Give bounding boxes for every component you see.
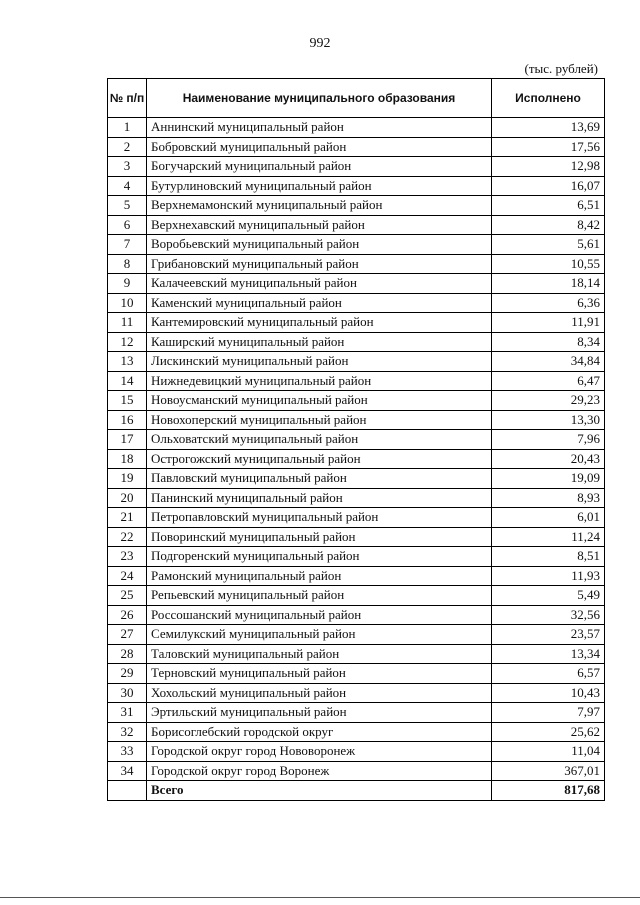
row-name: Калачеевский муниципальный район — [147, 274, 492, 294]
row-name: Кантемировский муниципальный район — [147, 313, 492, 333]
total-row — [108, 781, 605, 801]
table-row — [108, 274, 605, 294]
row-value: 11,04 — [492, 742, 605, 762]
row-value: 6,47 — [492, 371, 605, 391]
row-name: Петропавловский муниципальный район — [147, 508, 492, 528]
table-row — [108, 664, 605, 684]
row-name: Грибановский муниципальный район — [147, 254, 492, 274]
row-number: 13 — [108, 352, 147, 372]
row-name: Терновский муниципальный район — [147, 664, 492, 684]
row-number: 17 — [108, 430, 147, 450]
row-name: Эртильский муниципальный район — [147, 703, 492, 723]
row-value: 10,43 — [492, 683, 605, 703]
table-row — [108, 586, 605, 606]
row-value: 8,34 — [492, 332, 605, 352]
row-value: 7,96 — [492, 430, 605, 450]
row-number: 30 — [108, 683, 147, 703]
table-row — [108, 449, 605, 469]
row-name: Ольховатский муниципальный район — [147, 430, 492, 450]
table-header-row — [108, 79, 605, 118]
table-row — [108, 508, 605, 528]
row-name: Аннинский муниципальный район — [147, 118, 492, 138]
table-row — [108, 644, 605, 664]
row-name: Городской округ город Нововоронеж — [147, 742, 492, 762]
row-number: 2 — [108, 137, 147, 157]
row-name: Городской округ город Воронеж — [147, 761, 492, 781]
header-value: Исполнено — [492, 79, 605, 118]
row-name: Таловский муниципальный район — [147, 644, 492, 664]
row-name: Панинский муниципальный район — [147, 488, 492, 508]
row-value: 34,84 — [492, 352, 605, 372]
table-row — [108, 215, 605, 235]
row-value: 8,93 — [492, 488, 605, 508]
row-number: 7 — [108, 235, 147, 255]
row-number: 8 — [108, 254, 147, 274]
page-number: 992 — [309, 36, 331, 51]
total-value: 817,68 — [492, 781, 605, 801]
table-row — [108, 332, 605, 352]
row-number: 5 — [108, 196, 147, 216]
row-value: 25,62 — [492, 722, 605, 742]
row-number: 18 — [108, 449, 147, 469]
row-value: 5,61 — [492, 235, 605, 255]
row-name: Верхнемамонский муниципальный район — [147, 196, 492, 216]
table-row — [108, 683, 605, 703]
row-number: 1 — [108, 118, 147, 138]
row-name: Хохольский муниципальный район — [147, 683, 492, 703]
row-value: 13,69 — [492, 118, 605, 138]
total-label: Всего — [147, 781, 492, 801]
row-value: 23,57 — [492, 625, 605, 645]
table-row — [108, 313, 605, 333]
row-value: 11,24 — [492, 527, 605, 547]
row-value: 18,14 — [492, 274, 605, 294]
table-row — [108, 176, 605, 196]
table-row — [108, 430, 605, 450]
row-number: 34 — [108, 761, 147, 781]
row-name: Каменский муниципальный район — [147, 293, 492, 313]
row-number: 3 — [108, 157, 147, 177]
row-number: 9 — [108, 274, 147, 294]
table-row — [108, 566, 605, 586]
table-body — [108, 118, 605, 781]
row-value: 13,34 — [492, 644, 605, 664]
row-name: Бутурлиновский муниципальный район — [147, 176, 492, 196]
row-value: 20,43 — [492, 449, 605, 469]
row-name: Подгоренский муниципальный район — [147, 547, 492, 567]
row-value: 6,57 — [492, 664, 605, 684]
table-row — [108, 722, 605, 742]
row-number: 23 — [108, 547, 147, 567]
row-name: Поворинский муниципальный район — [147, 527, 492, 547]
row-name: Новохоперский муниципальный район — [147, 410, 492, 430]
table-row — [108, 742, 605, 762]
row-value: 10,55 — [492, 254, 605, 274]
row-number: 20 — [108, 488, 147, 508]
row-number: 21 — [108, 508, 147, 528]
row-value: 6,51 — [492, 196, 605, 216]
row-value: 19,09 — [492, 469, 605, 489]
row-number: 29 — [108, 664, 147, 684]
row-number: 4 — [108, 176, 147, 196]
row-number: 6 — [108, 215, 147, 235]
row-number: 12 — [108, 332, 147, 352]
row-number: 19 — [108, 469, 147, 489]
table-row — [108, 605, 605, 625]
row-name: Новоусманский муниципальный район — [147, 391, 492, 411]
row-number: 26 — [108, 605, 147, 625]
table-row — [108, 391, 605, 411]
row-value: 6,01 — [492, 508, 605, 528]
table-row — [108, 703, 605, 723]
row-number: 11 — [108, 313, 147, 333]
row-name: Лискинский муниципальный район — [147, 352, 492, 372]
row-value: 13,30 — [492, 410, 605, 430]
table-row — [108, 196, 605, 216]
row-number: 25 — [108, 586, 147, 606]
row-number: 22 — [108, 527, 147, 547]
table-row — [108, 410, 605, 430]
row-value: 7,97 — [492, 703, 605, 723]
row-name: Богучарский муниципальный район — [147, 157, 492, 177]
row-value: 8,42 — [492, 215, 605, 235]
table-row — [108, 527, 605, 547]
row-value: 12,98 — [492, 157, 605, 177]
row-value: 8,51 — [492, 547, 605, 567]
header-name: Наименование муниципального образования — [147, 79, 492, 118]
table-row — [108, 488, 605, 508]
row-number: 31 — [108, 703, 147, 723]
row-name: Острогожский муниципальный район — [147, 449, 492, 469]
row-number: 28 — [108, 644, 147, 664]
table-row — [108, 157, 605, 177]
page-bottom-rule — [0, 897, 640, 898]
row-name: Россошанский муниципальный район — [147, 605, 492, 625]
row-name: Репьевский муниципальный район — [147, 586, 492, 606]
table-row — [108, 235, 605, 255]
table-row — [108, 254, 605, 274]
table-row — [108, 293, 605, 313]
row-value: 6,36 — [492, 293, 605, 313]
row-name: Рамонский муниципальный район — [147, 566, 492, 586]
budget-table — [107, 78, 605, 801]
table-row — [108, 547, 605, 567]
row-number: 14 — [108, 371, 147, 391]
row-name: Борисоглебский городской округ — [147, 722, 492, 742]
header-number: № п/п — [108, 79, 147, 118]
table-row — [108, 371, 605, 391]
row-number: 15 — [108, 391, 147, 411]
table-row — [108, 137, 605, 157]
row-name: Павловский муниципальный район — [147, 469, 492, 489]
table-row — [108, 352, 605, 372]
row-number: 27 — [108, 625, 147, 645]
table-row — [108, 625, 605, 645]
row-name: Бобровский муниципальный район — [147, 137, 492, 157]
row-value: 29,23 — [492, 391, 605, 411]
row-number: 16 — [108, 410, 147, 430]
row-value: 32,56 — [492, 605, 605, 625]
row-value: 16,07 — [492, 176, 605, 196]
row-number: 24 — [108, 566, 147, 586]
table-row — [108, 469, 605, 489]
row-value: 11,91 — [492, 313, 605, 333]
row-number: 32 — [108, 722, 147, 742]
row-value: 5,49 — [492, 586, 605, 606]
row-name: Семилукский муниципальный район — [147, 625, 492, 645]
row-value: 367,01 — [492, 761, 605, 781]
total-number-cell — [108, 781, 147, 801]
row-name: Воробьевский муниципальный район — [147, 235, 492, 255]
table-row — [108, 118, 605, 138]
row-value: 17,56 — [492, 137, 605, 157]
units-label: (тыс. рублей) — [524, 61, 598, 76]
row-number: 33 — [108, 742, 147, 762]
row-number: 10 — [108, 293, 147, 313]
row-name: Каширский муниципальный район — [147, 332, 492, 352]
table-row — [108, 761, 605, 781]
row-value: 11,93 — [492, 566, 605, 586]
row-name: Верхнехавский муниципальный район — [147, 215, 492, 235]
row-name: Нижнедевицкий муниципальный район — [147, 371, 492, 391]
